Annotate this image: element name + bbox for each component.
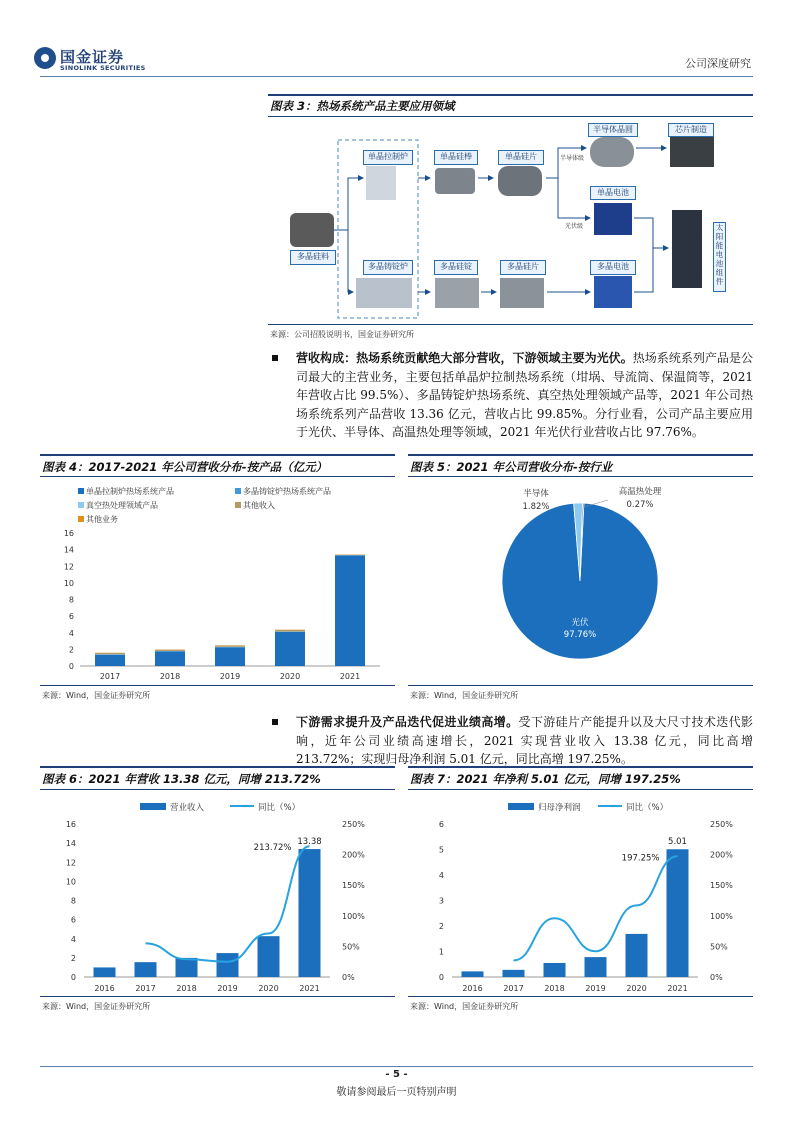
legend-swatch: [508, 803, 534, 810]
legend-label: 同比（%）: [258, 803, 301, 813]
x-tick-label: 2021: [667, 984, 688, 993]
y2-tick-label: 50%: [342, 942, 360, 952]
bar: [258, 936, 280, 977]
pie-label: 半导体: [523, 489, 549, 499]
mono-furnace-image: [366, 166, 396, 200]
logo-icon: [34, 47, 56, 69]
bar-segment: [275, 632, 305, 666]
fig3-title-rule: [268, 116, 753, 117]
node-multi-ingot: 多晶硅锭: [434, 260, 478, 275]
node-mono-wafer: 单晶硅片: [498, 150, 544, 165]
fig4-source: 来源：Wind，国金证券研究所: [42, 691, 151, 700]
y-tick-label: 4: [438, 871, 444, 880]
fig7-bottom-rule: [408, 996, 753, 997]
bar: [176, 958, 198, 977]
page-number: - 5 -: [385, 1069, 408, 1080]
mono-cell-image: [594, 203, 632, 235]
fig6-bottom-rule: [40, 996, 395, 997]
y-tick-label: 6: [68, 612, 74, 622]
y2-tick-label: 100%: [710, 911, 733, 921]
y2-tick-label: 150%: [342, 881, 365, 891]
y-tick-label: 6: [70, 915, 76, 925]
fig5-title-rule: [408, 476, 753, 477]
y2-tick-label: 150%: [710, 881, 733, 891]
y2-tick-label: 0%: [710, 973, 723, 982]
bar: [217, 953, 239, 977]
bar-segment: [215, 646, 245, 647]
y2-tick-label: 250%: [342, 820, 365, 829]
legend-label: 其他收入: [243, 501, 275, 510]
y-tick-label: 12: [65, 858, 76, 868]
multi-ingot-image: [435, 278, 479, 308]
x-tick-label: 2017: [135, 984, 156, 993]
legend-label: 营业收入: [170, 803, 205, 813]
legend-swatch: [78, 502, 84, 508]
y2-tick-label: 250%: [710, 820, 733, 829]
x-tick-label: 2021: [339, 672, 361, 681]
bar: [94, 967, 116, 977]
paragraph-growth: [296, 713, 753, 769]
legend-label: 归母净利润: [538, 803, 581, 813]
y-tick-label: 2: [70, 953, 76, 963]
x-tick-label: 2018: [159, 672, 181, 681]
para1-lead: 营收构成：热场系统贡献绝大部分营收，下游领域主要为光伏。: [296, 351, 633, 365]
fig3-bottom-rule: [268, 324, 753, 325]
y-tick-label: 1: [438, 947, 444, 957]
bar: [299, 849, 321, 977]
bullet-icon: [272, 355, 278, 361]
x-tick-label: 2016: [462, 984, 483, 993]
multi-furnace-image: [356, 278, 412, 308]
bar-segment: [275, 630, 305, 632]
node-multi-furnace: 多晶铸锭炉: [363, 260, 413, 275]
y-tick-label: 10: [63, 578, 74, 588]
pie-label: 高温热处理: [618, 487, 662, 497]
x-tick-label: 2021: [299, 984, 320, 993]
fig6-title-rule: [40, 789, 395, 790]
pie-value: 1.82%: [522, 502, 550, 512]
node-mono-cell: 单晶电池: [590, 186, 636, 200]
mono-rod-image: [435, 168, 475, 194]
node-raw: 多晶硅料: [290, 250, 336, 265]
bar: [667, 849, 689, 977]
fig3-diagram-svg: [268, 118, 753, 322]
y2-tick-label: 50%: [710, 942, 728, 952]
fig5-chart: [408, 478, 753, 684]
x-tick-label: 2019: [585, 984, 606, 993]
node-multi-cell: 多晶电池: [590, 260, 636, 275]
fig3-diagram: [268, 118, 753, 322]
bar-segment: [95, 655, 125, 666]
x-tick-label: 2018: [544, 984, 565, 993]
y-tick-label: 12: [63, 562, 74, 572]
legend-swatch: [140, 803, 166, 810]
fig3-title: 图表 3：热场系统产品主要应用领域: [270, 99, 455, 113]
legend-label: 其他业务: [86, 515, 118, 524]
legend-swatch: [235, 502, 241, 508]
paragraph-revenue-structure: [296, 349, 753, 442]
mono-wafer-image: [498, 166, 542, 196]
node-chip: 芯片制造: [668, 123, 714, 137]
para2-lead: 下游需求提升及产品迭代促进业绩高增。: [296, 715, 519, 729]
node-multi-wafer: 多晶硅片: [500, 260, 546, 275]
para2-body: 受下游硅片产能提升以及大尺寸技术迭代影响，近年公司业绩高速增长，2021 实现营业收入 13.38 亿元，同比高增 213.72%；实现归母净利润 5.01 亿元，同比高增 197.25%。: [296, 715, 753, 766]
y-tick-label: 14: [65, 839, 76, 849]
fig4-title: 图表 4：2017-2021 年公司营收分布-按产品（亿元）: [42, 460, 328, 474]
y-tick-label: 6: [438, 820, 444, 829]
bar-segment: [155, 650, 185, 651]
y-tick-label: 2: [438, 922, 444, 931]
fig6-top-rule: [40, 766, 395, 768]
fig4-top-rule: [40, 454, 395, 456]
bar-data-label: 5.01: [668, 837, 687, 848]
node-mono-rod: 单晶硅棒: [434, 150, 478, 165]
legend-swatch: [235, 488, 241, 494]
bar: [503, 970, 525, 977]
y-tick-label: 4: [68, 628, 74, 638]
bar-segment: [215, 647, 245, 666]
module-image: [672, 210, 702, 288]
bar-segment: [155, 651, 185, 666]
fig6-title: 图表 6：2021 年营收 13.38 亿元，同增 213.72%: [42, 772, 321, 786]
bullet-icon: [272, 719, 278, 725]
footer-divider: [40, 1066, 753, 1067]
y2-tick-label: 0%: [342, 973, 355, 982]
bar-data-label: 13.38: [297, 837, 322, 848]
legend-swatch: [78, 488, 84, 494]
multi-cell-image: [594, 276, 632, 308]
para1-body: 热场系统系列产品是公司最大的主营业务，主要包括单晶炉拉制热场系统（坩埚、导流筒、保温筒等，2021 年营收占比 99.5%）、多晶铸锭炉热场系统、真空热处理领域产品等，2021 年公司热场系统系列产品营收 13.36 亿元，营收占比 99.85%。分行业看，公司产品主要应用于光伏、半导体、高温热处理等领域，2021 年光伏行业营收占比 97.76%。: [296, 351, 753, 439]
x-tick-label: 2020: [258, 984, 279, 993]
legend-swatch: [78, 516, 84, 522]
fig5-title: 图表 5：2021 年公司营收分布-按行业: [410, 460, 613, 474]
bar: [626, 934, 648, 977]
growth-line: [146, 846, 310, 961]
footer-disclaimer: 敬请参阅最后一页特别声明: [336, 1087, 457, 1098]
fig4-bottom-rule: [40, 685, 395, 686]
fig3-source: 来源：公司招股说明书，国金证券研究所: [270, 330, 414, 339]
x-tick-label: 2019: [219, 672, 241, 681]
y-tick-label: 16: [65, 820, 76, 829]
y-tick-label: 0: [438, 973, 444, 982]
x-tick-label: 2017: [503, 984, 524, 993]
x-tick-label: 2018: [176, 984, 197, 993]
y-tick-label: 8: [70, 896, 76, 906]
node-module: 太阳能电池组件: [713, 222, 726, 292]
fig7-title-rule: [408, 789, 753, 790]
y2-tick-label: 200%: [342, 850, 365, 860]
node-mono-furnace: 单晶拉制炉: [363, 150, 413, 165]
semi-wafer-image: [590, 137, 634, 167]
y-tick-label: 16: [63, 529, 74, 538]
pie-value: 0.27%: [626, 500, 654, 510]
y-tick-label: 3: [438, 896, 444, 906]
y-tick-label: 4: [70, 934, 76, 944]
bar-segment: [95, 653, 125, 654]
x-tick-label: 2020: [279, 672, 301, 681]
bar-segment: [335, 555, 365, 666]
fig6-source: 来源：Wind，国金证券研究所: [42, 1002, 151, 1011]
line-data-label: 197.25%: [621, 853, 660, 864]
section-label: 公司深度研究: [685, 57, 751, 70]
y-tick-label: 0: [68, 662, 74, 671]
fig7-title: 图表 7：2021 年净利 5.01 亿元，同增 197.25%: [410, 772, 681, 786]
fig7-chart: [408, 791, 753, 996]
x-tick-label: 2020: [626, 984, 647, 993]
y-tick-label: 2: [68, 645, 74, 655]
x-tick-label: 2017: [99, 672, 121, 681]
bar: [585, 957, 607, 977]
legend-label: 单晶拉制炉热场系统产品: [86, 487, 174, 496]
fig5-top-rule: [408, 454, 753, 456]
header-divider: [40, 76, 753, 77]
x-tick-label: 2019: [217, 984, 238, 993]
multi-wafer-image: [500, 278, 544, 308]
logo-text-cn: 国金证券: [60, 48, 125, 66]
node-semi-wafer: 半导体晶圆: [588, 123, 638, 137]
logo-text-en: SINOLINK SECURITIES: [60, 64, 146, 72]
y2-tick-label: 100%: [342, 911, 365, 921]
fig7-source: 来源：Wind，国金证券研究所: [410, 1002, 519, 1011]
y-tick-label: 8: [68, 595, 74, 605]
polysilicon-image: [290, 213, 334, 247]
legend-label: 多晶铸锭炉热场系统产品: [243, 487, 331, 496]
pie-value: 97.76%: [563, 630, 597, 640]
y-tick-label: 14: [63, 545, 74, 555]
chip-image: [670, 137, 714, 167]
fig4-chart: [40, 478, 395, 684]
y2-tick-label: 200%: [710, 850, 733, 860]
growth-line: [514, 856, 678, 960]
bar: [462, 971, 484, 977]
fig7-top-rule: [408, 766, 753, 768]
pie-label: 光伏: [571, 618, 589, 628]
line-data-label: 213.72%: [253, 843, 292, 854]
legend-label: 真空热处理领域产品: [86, 501, 158, 510]
y-tick-label: 5: [438, 845, 444, 855]
label-semi-grade: 半导体级: [560, 155, 585, 162]
y-tick-label: 0: [70, 973, 76, 982]
fig5-bottom-rule: [408, 685, 753, 686]
label-pv-grade: 光伏级: [565, 223, 584, 230]
legend-label: 同比（%）: [626, 803, 669, 813]
fig4-title-rule: [40, 476, 395, 477]
bar: [544, 963, 566, 977]
y-tick-label: 10: [65, 877, 76, 887]
bar: [135, 962, 157, 977]
fig5-source: 来源：Wind，国金证券研究所: [410, 691, 519, 700]
fig3-top-rule: [268, 94, 753, 96]
x-tick-label: 2016: [94, 984, 115, 993]
fig6-chart: [40, 791, 395, 996]
